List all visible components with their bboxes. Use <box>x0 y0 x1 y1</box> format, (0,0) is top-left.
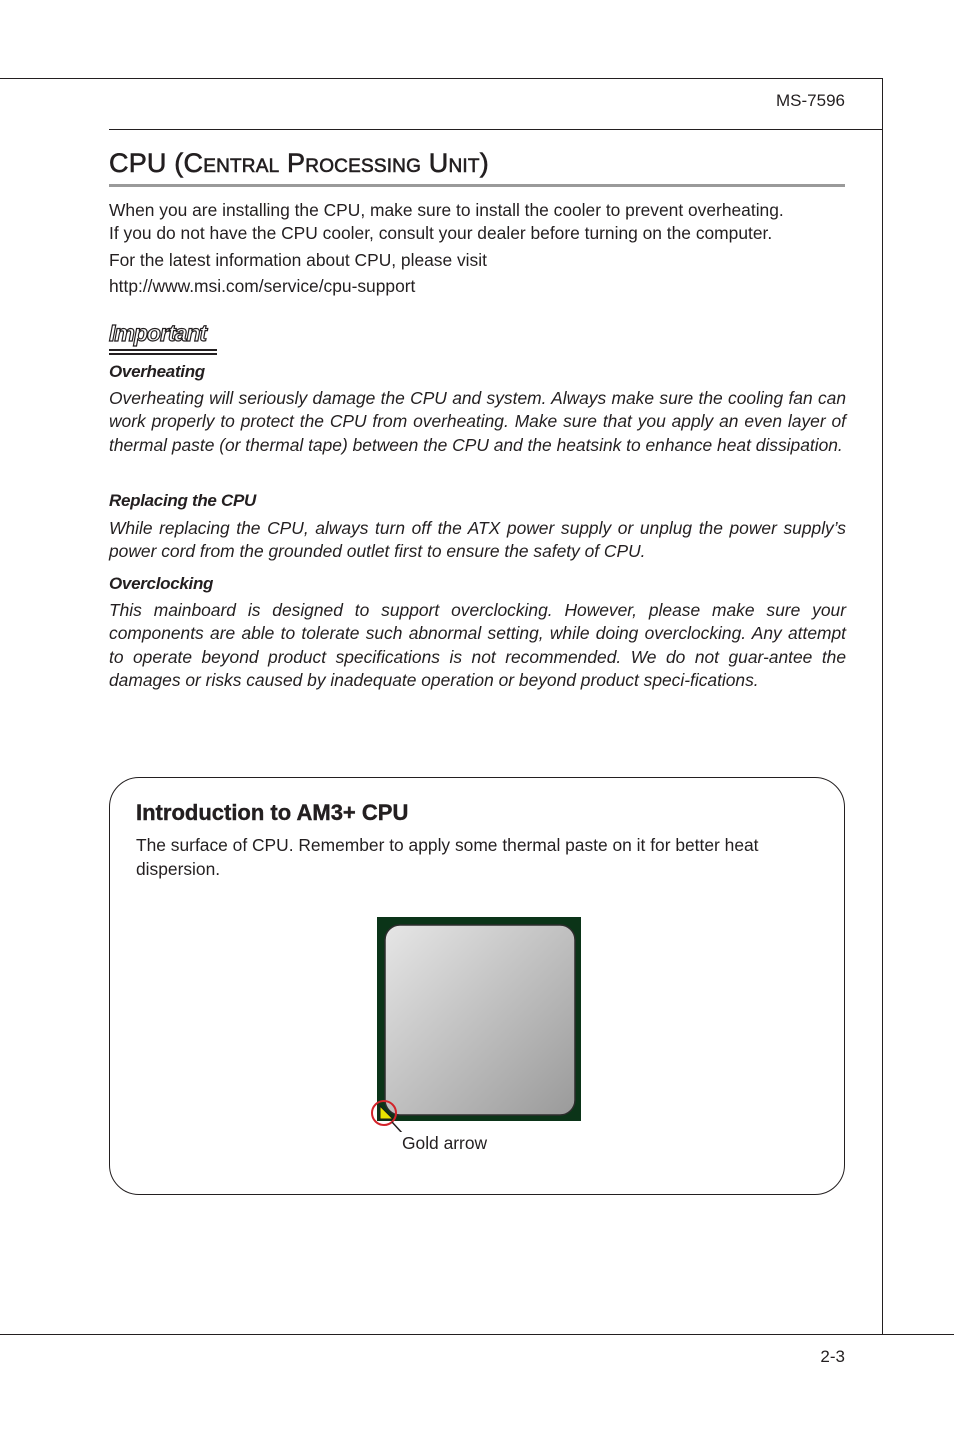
replacing-cpu-heading: Replacing the CPU <box>109 491 256 510</box>
top-border <box>0 78 883 79</box>
important-label: Important <box>109 320 207 346</box>
intro-box-title: Introduction to AM3+ CPU <box>136 800 409 825</box>
overclocking-text: This mainboard is designed to support overclocking. However, please make sure your components are able to tolerate such abnormal setting, while doing overclocking. Any attempt to operate beyond product specifications is not recommended. We do not guar-antee the damages or risks caused by inadequate operation or beyond product speci-fications. <box>109 600 846 690</box>
intro-line-1: When you are installing the CPU, make sure to install the cooler to prevent overheating. <box>109 200 784 220</box>
intro-line-2: If you do not have the CPU cooler, consult your dealer before turning on the computer. <box>109 223 773 243</box>
replacing-cpu-text: While replacing the CPU, always turn off the ATX power supply or unplug the power supply’s power cord from the grounded outlet first to ensure the safety of CPU. <box>109 518 846 562</box>
latest-info-text: For the latest information about CPU, please visit <box>109 250 487 270</box>
important-underline-2 <box>109 353 217 355</box>
overheating-heading: Overheating <box>109 362 205 381</box>
header-rule <box>109 129 883 130</box>
callout-leader-line <box>392 1122 403 1132</box>
cpu-support-url: http://www.msi.com/service/cpu-support <box>109 276 416 296</box>
important-underline <box>109 349 217 351</box>
cpu-heatspreader <box>385 925 575 1115</box>
bottom-border <box>0 1334 954 1335</box>
page-title-text: CPU (Central Processing Unit) <box>109 148 489 178</box>
cpu-illustration <box>370 912 590 1132</box>
page-number: 2-3 <box>820 1347 845 1366</box>
page-title <box>109 148 489 179</box>
model-number: MS-7596 <box>776 91 845 110</box>
intro-paragraph <box>109 199 845 245</box>
overheating-text: Overheating will seriously damage the CPU and system. Always make sure the cooling fan can work properly to protect the CPU from overheating. Make sure that you apply an even layer of thermal paste (or thermal tape) between the CPU and the heatsink to enhance heat dissipation. <box>109 388 846 455</box>
right-border <box>882 78 883 1335</box>
gold-arrow-label: Gold arrow <box>402 1133 488 1153</box>
title-underline <box>109 184 845 187</box>
intro-box-text: The surface of CPU. Remember to apply some thermal paste on it for better heat dispersion. <box>136 835 759 879</box>
overclocking-heading: Overclocking <box>109 574 214 593</box>
